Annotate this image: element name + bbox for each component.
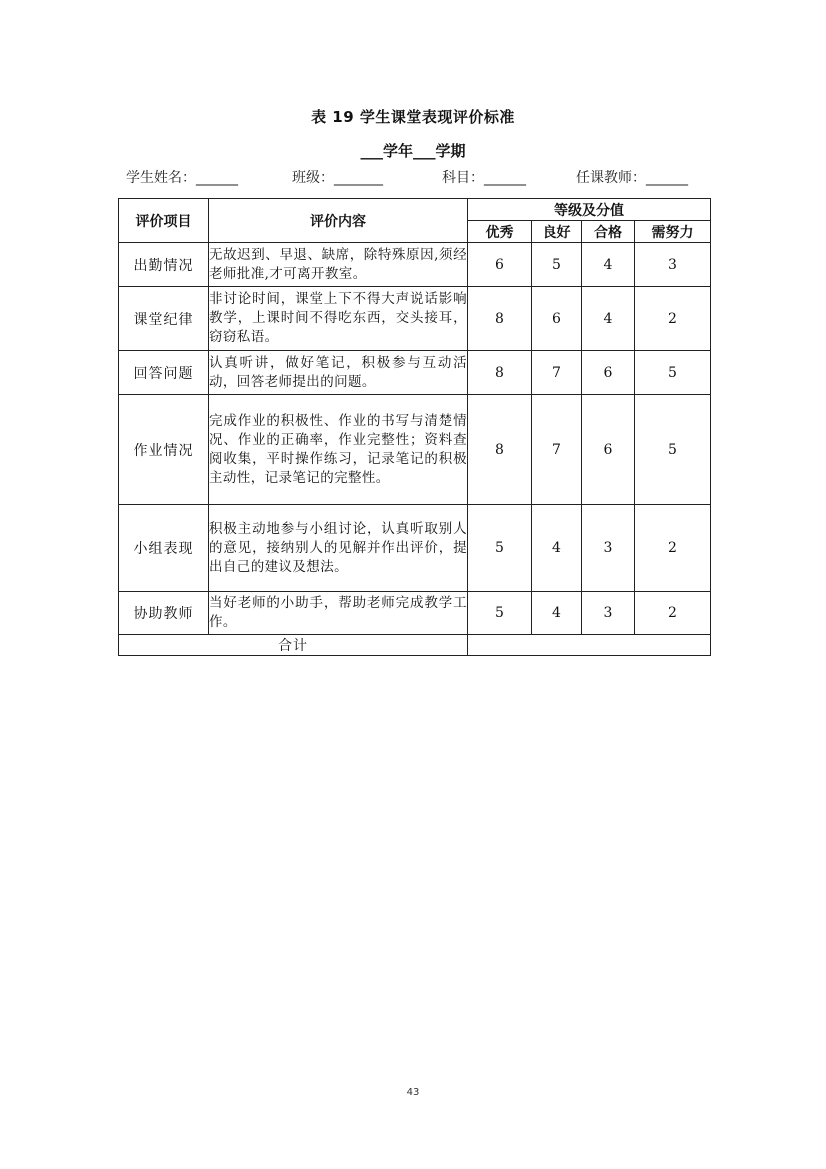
score-good: 7 [532, 351, 582, 395]
row-content: 积极主动地参与小组讨论，认真听取别人的意见，接纳别人的见解并作出评价，提出自己的建议及想法。 [209, 505, 468, 592]
score-good: 6 [532, 287, 582, 351]
score-good: 7 [532, 395, 582, 505]
header-item: 评价项目 [119, 199, 209, 243]
table-title: 表 19 学生课堂表现评价标准 [311, 108, 515, 126]
score-good: 4 [532, 592, 582, 635]
table-row [119, 505, 711, 592]
total-value [468, 635, 711, 656]
score-excellent: 5 [468, 505, 532, 592]
student-name-field: 学生姓名：______ [126, 170, 238, 186]
row-content: 无故迟到、早退、缺席，除特殊原因,须经老师批准,才可离开教室。 [209, 243, 468, 287]
score-pass: 3 [582, 505, 635, 592]
score-pass: 6 [582, 351, 635, 395]
class-field: 班级：_______ [292, 170, 383, 186]
table-row [119, 287, 711, 351]
score-good: 4 [532, 505, 582, 592]
header-content: 评价内容 [209, 199, 468, 243]
header-grade-value: 等级及分值 [468, 199, 711, 221]
total-label: 合计 [119, 635, 468, 656]
row-item: 回答问题 [119, 351, 209, 395]
table-row [119, 395, 711, 505]
total-row [119, 635, 711, 656]
score-excellent: 8 [468, 351, 532, 395]
row-item: 出勤情况 [119, 243, 209, 287]
header-grade-pass: 合格 [582, 221, 635, 243]
header-grade-improve: 需努力 [635, 221, 711, 243]
score-improve: 2 [635, 592, 711, 635]
table-row [119, 243, 711, 287]
row-item: 课堂纪律 [119, 287, 209, 351]
score-pass: 4 [582, 287, 635, 351]
row-item: 协助教师 [119, 592, 209, 635]
header-row-1 [119, 199, 711, 221]
teacher-field: 任课教师：______ [576, 170, 688, 186]
score-excellent: 8 [468, 395, 532, 505]
info-line [126, 167, 706, 187]
score-improve: 2 [635, 505, 711, 592]
score-excellent: 6 [468, 243, 532, 287]
score-improve: 5 [635, 395, 711, 505]
evaluation-table [118, 198, 711, 656]
row-content: 认真听讲，做好笔记，积极参与互动活动，回答老师提出的问题。 [209, 351, 468, 395]
score-pass: 6 [582, 395, 635, 505]
score-improve: 2 [635, 287, 711, 351]
score-excellent: 5 [468, 592, 532, 635]
row-content: 完成作业的积极性、作业的书写与清楚情况、作业的正确率，作业完整性；资料查阅收集，平时操作练习，记录笔记的积极主动性，记录笔记的完整性。 [209, 395, 468, 505]
score-improve: 3 [635, 243, 711, 287]
score-excellent: 8 [468, 287, 532, 351]
semester-line: ___学年___学期 [360, 142, 466, 160]
page-number: 43 [406, 1087, 420, 1098]
score-improve: 5 [635, 351, 711, 395]
row-item: 小组表现 [119, 505, 209, 592]
header-grade-good: 良好 [532, 221, 582, 243]
row-content: 非讨论时间，课堂上下不得大声说话影响教学，上课时间不得吃东西，交头接耳，窃窃私语。 [209, 287, 468, 351]
table-row [119, 351, 711, 395]
score-pass: 4 [582, 243, 635, 287]
row-item: 作业情况 [119, 395, 209, 505]
table-row [119, 592, 711, 635]
row-content: 当好老师的小助手，帮助老师完成教学工作。 [209, 592, 468, 635]
header-grade-excellent: 优秀 [468, 221, 532, 243]
score-good: 5 [532, 243, 582, 287]
score-pass: 3 [582, 592, 635, 635]
subject-field: 科目：______ [442, 170, 526, 186]
